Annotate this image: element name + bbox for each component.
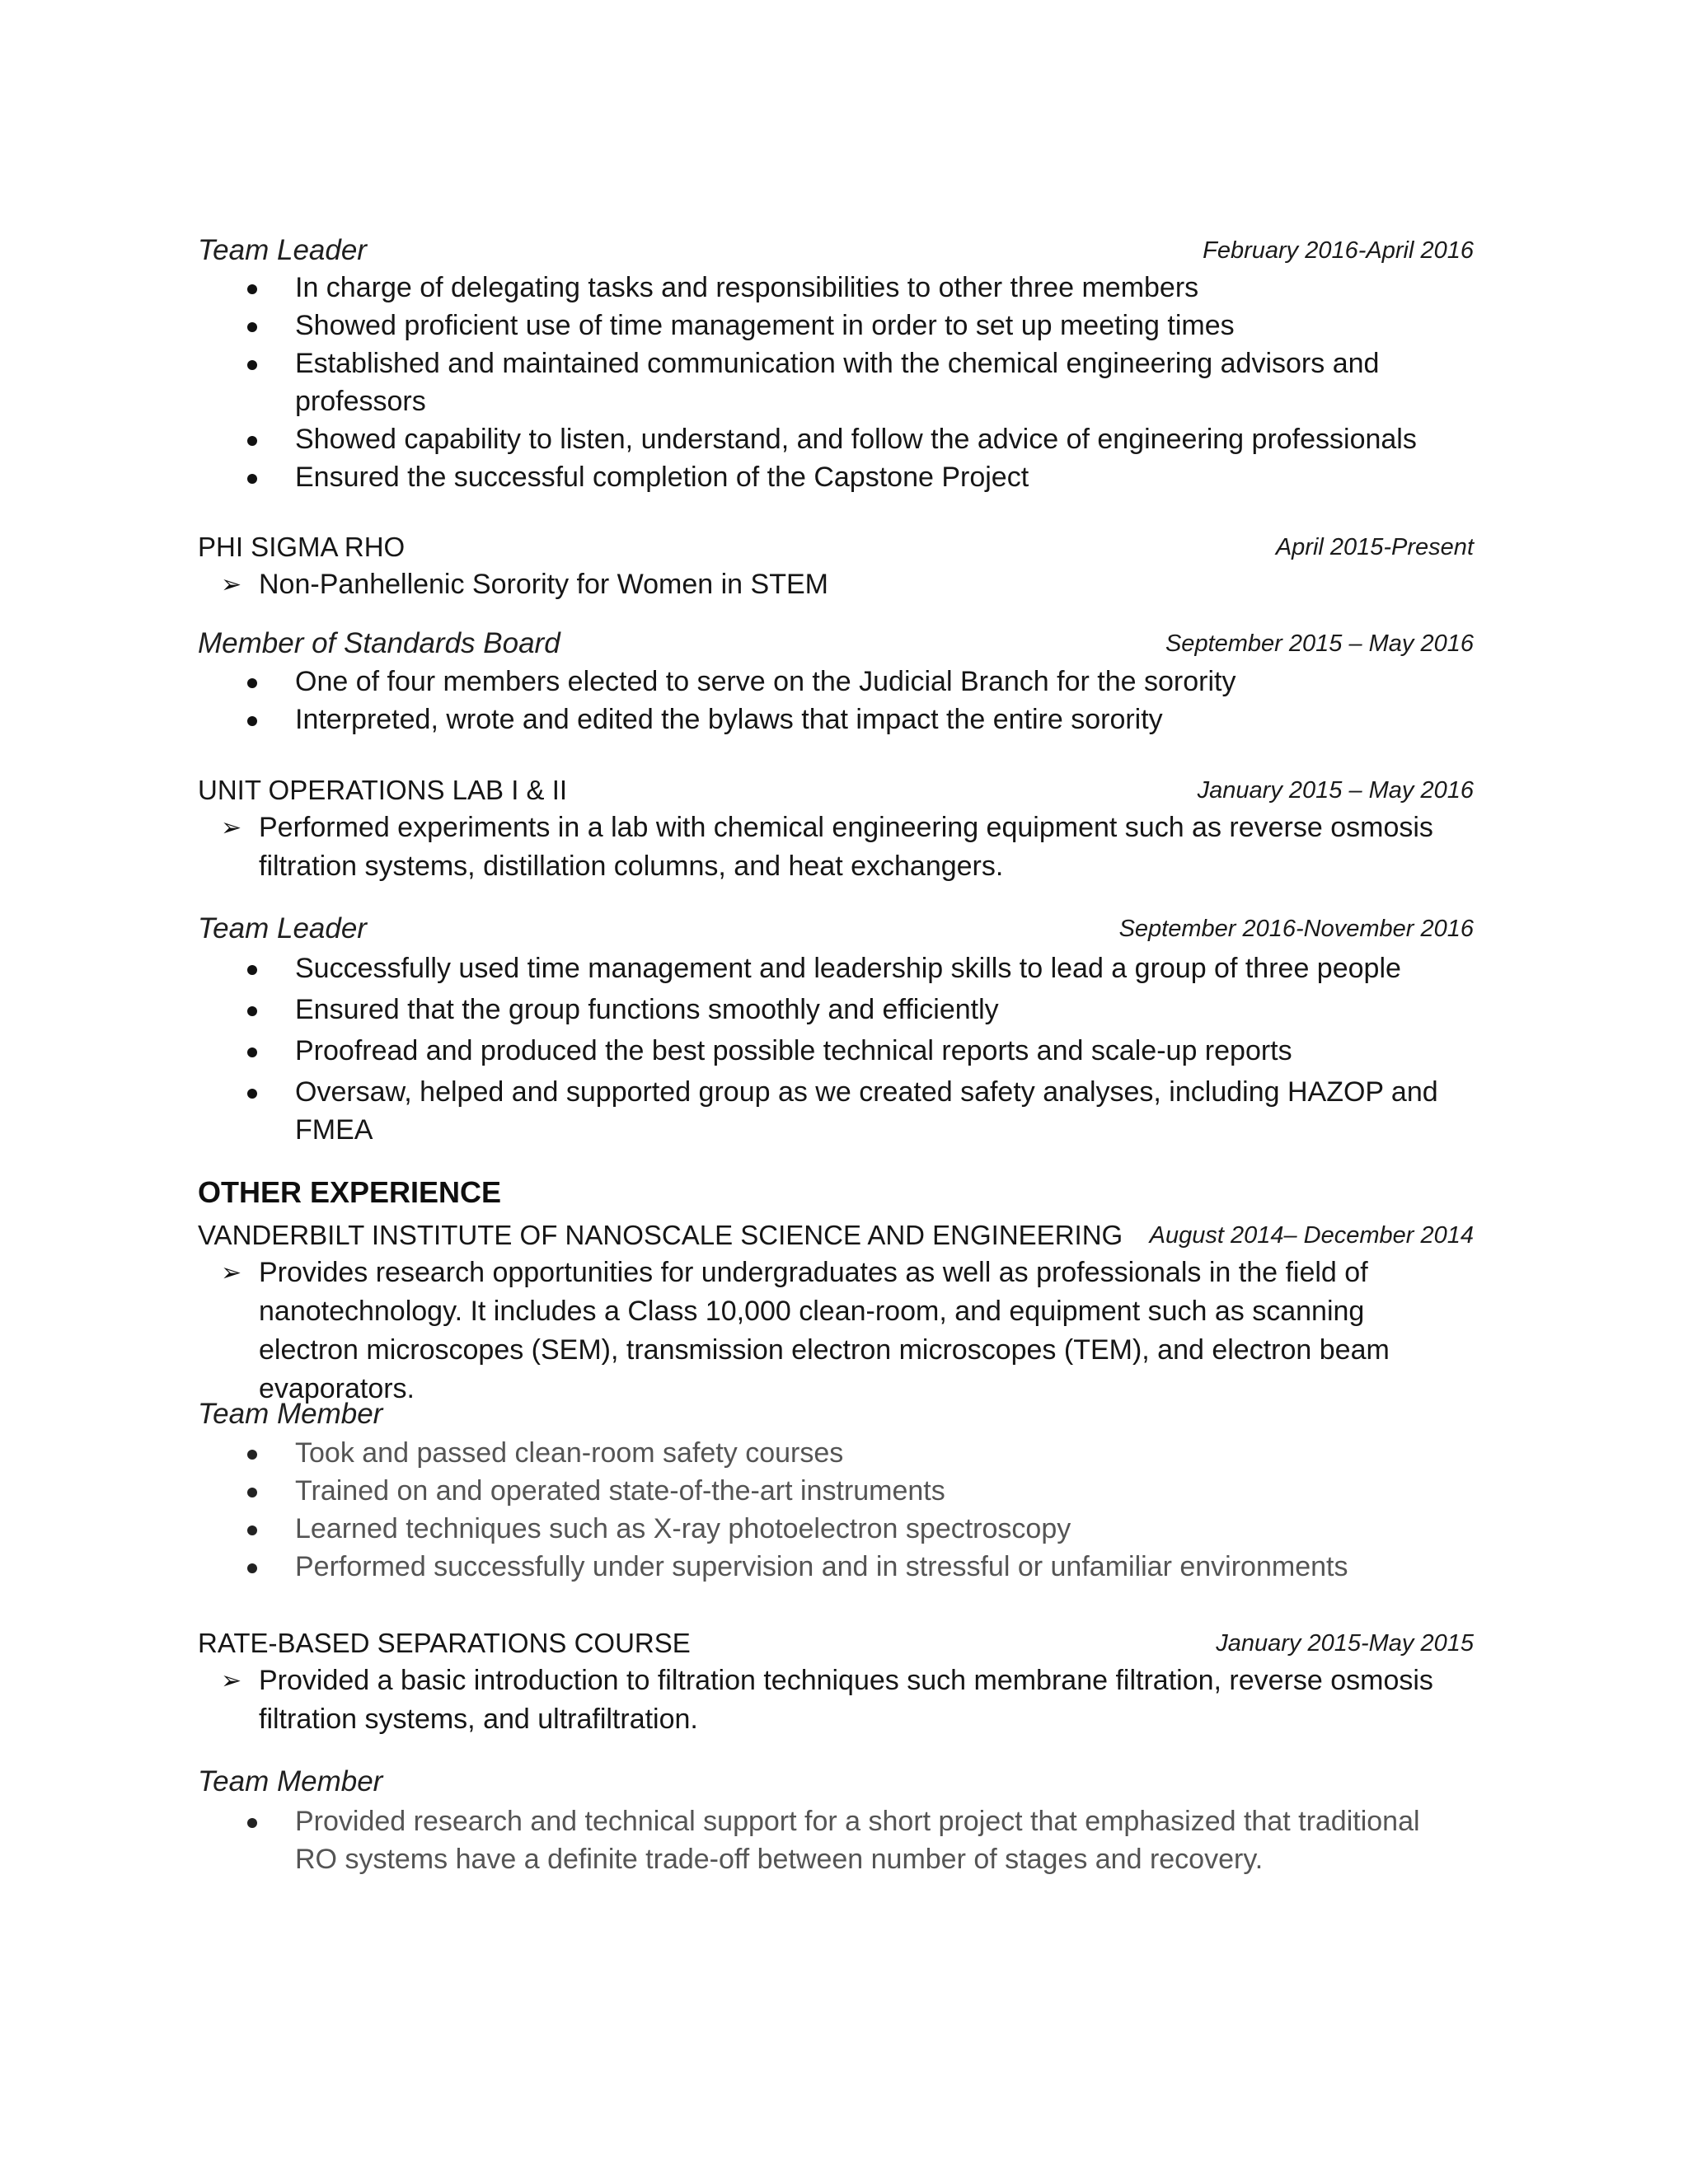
arrowhead-icon: ➢ <box>221 571 242 598</box>
org-date: January 2015-May 2015 <box>1216 1629 1474 1657</box>
org-name: UNIT OPERATIONS LAB I & II <box>198 775 568 805</box>
list-item: Took and passed clean-room safety courses <box>0 1434 1688 1472</box>
bullet-icon <box>247 1047 257 1057</box>
role-date: September 2016-November 2016 <box>1118 915 1474 942</box>
arrowhead-icon: ➢ <box>221 814 242 841</box>
org-header <box>198 1216 1474 1255</box>
bullet-icon <box>247 1563 257 1573</box>
bullet-icon <box>247 716 257 726</box>
role-header <box>198 1762 1474 1802</box>
list-item: Proofread and produced the best possible technical reports and scale-up reports <box>0 1032 1688 1070</box>
list-item: Ensured the successful completion of the Capstone Project <box>0 458 1688 496</box>
bullet-icon <box>247 436 257 446</box>
role-date: September 2015 – May 2016 <box>1165 630 1474 657</box>
role-title: Team Member <box>198 1398 383 1430</box>
list-item: Established and maintained communication with the chemical engineering advisors and professors <box>0 344 1688 420</box>
org-name: RATE-BASED SEPARATIONS COURSE <box>198 1628 691 1658</box>
org-description: ➢ Non-Panhellenic Sorority for Women in STEM <box>221 569 828 600</box>
role-title: Member of Standards Board <box>198 627 560 659</box>
list-item: Showed proficient use of time management in order to set up meeting times <box>0 307 1688 344</box>
org-date: January 2015 – May 2016 <box>1197 776 1474 804</box>
list-item: Showed capability to listen, understand, and follow the advice of engineering professionals <box>0 420 1688 458</box>
bullet-icon <box>247 1006 257 1016</box>
org-header <box>198 1624 1474 1663</box>
list-item: Interpreted, wrote and edited the bylaws that impact the entire sorority <box>0 701 1688 738</box>
arrowhead-icon: ➢ <box>221 1259 242 1286</box>
bullet-list <box>0 1434 1688 1586</box>
org-date: April 2015-Present <box>1275 533 1474 560</box>
bullet-list <box>0 949 1688 1149</box>
bullet-icon <box>247 1488 257 1497</box>
list-item: In charge of delegating tasks and responsibilities to other three members <box>0 269 1688 307</box>
bullet-icon <box>247 678 257 688</box>
bullet-icon <box>247 1526 257 1535</box>
org-name: PHI SIGMA RHO <box>198 532 406 562</box>
bullet-icon <box>247 474 257 484</box>
org-description: ➢ Provides research opportunities for undergraduates as well as professionals in the field of nanotechnology. It includes a Class 10,000 clean-room, and equipment such as scanning electron microscopes (SEM), transmission electron microscopes (TEM), and electron beam evaporators. <box>221 1257 1390 1404</box>
role-date: February 2016-April 2016 <box>1203 237 1474 264</box>
list-item: Provided research and technical support for a short project that emphasized that traditional RO systems have a definite trade-off between number of stages and recovery. <box>0 1802 1688 1878</box>
list-item: Performed successfully under supervision and in stressful or unfamiliar environments <box>0 1548 1688 1586</box>
org-date: August 2014– December 2014 <box>1149 1221 1474 1249</box>
org-description: ➢ Provided a basic introduction to filtration techniques such membrane filtration, reverse osmosis filtration systems, and ultrafiltration. <box>221 1665 1433 1735</box>
bullet-icon <box>247 1818 257 1828</box>
role-title: Team Leader <box>198 912 367 944</box>
list-item: Ensured that the group functions smoothly and efficiently <box>0 991 1688 1029</box>
org-description: ➢ Performed experiments in a lab with chemical engineering equipment such as reverse osmosis filtration systems, distillation columns, and heat exchangers. <box>221 812 1433 882</box>
role-header <box>198 909 1474 949</box>
role-title: Team Member <box>198 1765 383 1797</box>
bullet-icon <box>247 360 257 370</box>
list-item: Trained on and operated state-of-the-art instruments <box>0 1472 1688 1510</box>
role-header <box>198 1394 1474 1434</box>
list-item: Successfully used time management and leadership skills to lead a group of three people <box>0 949 1688 987</box>
bullet-list <box>0 1802 1688 1878</box>
bullet-icon <box>247 1450 257 1460</box>
org-name: VANDERBILT INSTITUTE OF NANOSCALE SCIENCE AND ENGINEERING <box>198 1220 1123 1250</box>
org-header <box>198 771 1474 810</box>
arrowhead-icon: ➢ <box>221 1667 242 1694</box>
org-header <box>198 527 1474 567</box>
bullet-list <box>0 663 1688 738</box>
bullet-icon <box>247 1089 257 1099</box>
list-item: Oversaw, helped and supported group as we created safety analyses, including HAZOP and FMEA <box>0 1073 1688 1149</box>
section-heading: OTHER EXPERIENCE <box>198 1175 502 1209</box>
bullet-icon <box>247 322 257 332</box>
list-item: Learned techniques such as X-ray photoelectron spectroscopy <box>0 1510 1688 1548</box>
role-header <box>198 231 1474 270</box>
role-title: Team Leader <box>198 234 367 266</box>
list-item: One of four members elected to serve on the Judicial Branch for the sorority <box>0 663 1688 701</box>
bullet-list <box>0 269 1688 496</box>
bullet-icon <box>247 284 257 294</box>
role-header <box>198 624 1474 663</box>
bullet-icon <box>247 965 257 975</box>
